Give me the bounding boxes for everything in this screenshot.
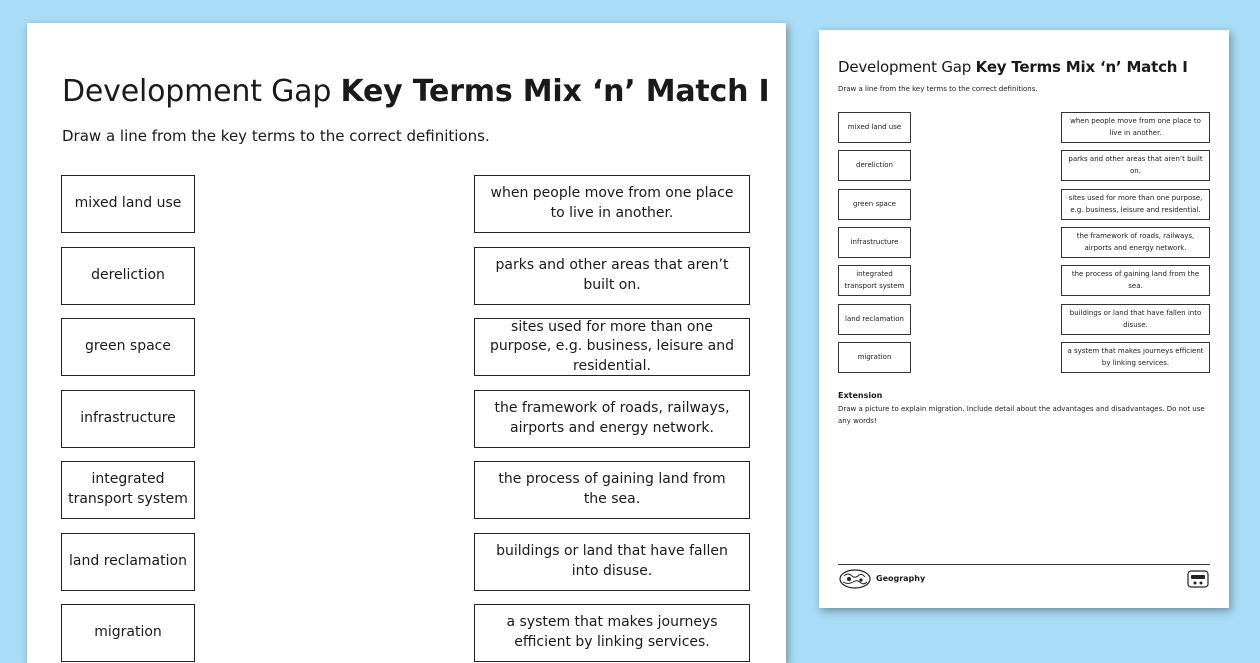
definition-box: a system that makes journeys efficient by linking services. xyxy=(474,604,750,662)
instruction-text: Draw a line from the key terms to the correct definitions. xyxy=(62,127,490,145)
definition-box: parks and other areas that aren’t built on. xyxy=(474,247,750,305)
page-title-small: Development Gap Key Terms Mix ‘n’ Match I xyxy=(838,58,1188,76)
worksheet-preview-full-page xyxy=(819,30,1229,608)
term-box-small: green space xyxy=(838,189,911,220)
term-box-small: land reclamation xyxy=(838,304,911,335)
definition-box-small: when people move from one place to live in another. xyxy=(1061,112,1210,143)
page-title: Development Gap Key Terms Mix ‘n’ Match I xyxy=(62,74,770,109)
twinkl-logo-icon xyxy=(1187,568,1209,590)
term-box: migration xyxy=(61,604,195,662)
extension-heading: Extension xyxy=(838,391,883,400)
footer-divider xyxy=(838,564,1210,565)
term-box-small: mixed land use xyxy=(838,112,911,143)
term-box: integrated transport system xyxy=(61,461,195,519)
definition-box-small: the framework of roads, railways, airports and energy network. xyxy=(1061,227,1210,258)
definition-box-small: the process of gaining land from the sea. xyxy=(1061,265,1210,296)
instruction-text-small: Draw a line from the key terms to the correct definitions. xyxy=(838,85,1038,93)
definition-box-small: buildings or land that have fallen into disuse. xyxy=(1061,304,1210,335)
term-box-small: infrastructure xyxy=(838,227,911,258)
definition-box: buildings or land that have fallen into disuse. xyxy=(474,533,750,591)
term-box: dereliction xyxy=(61,247,195,305)
geography-globe-icon xyxy=(838,568,872,590)
definition-box-small: a system that makes journeys efficient by linking services. xyxy=(1061,342,1210,373)
definition-box: the framework of roads, railways, airports and energy network. xyxy=(474,390,750,448)
definition-box: when people move from one place to live in another. xyxy=(474,175,750,233)
term-box: green space xyxy=(61,318,195,376)
term-box: infrastructure xyxy=(61,390,195,448)
term-box: mixed land use xyxy=(61,175,195,233)
term-box: land reclamation xyxy=(61,533,195,591)
extension-text: Draw a picture to explain migration. Include detail about the advantages and disadvantages. Do not use any words! xyxy=(838,405,1205,425)
term-box-small: integrated transport system xyxy=(838,265,911,296)
definition-box: the process of gaining land from the sea. xyxy=(474,461,750,519)
definition-box: sites used for more than one purpose, e.g. business, leisure and residential. xyxy=(474,318,750,376)
term-box-small: dereliction xyxy=(838,150,911,181)
worksheet-preview-large xyxy=(27,23,786,663)
footer-subject-label: Geography xyxy=(876,574,926,583)
definition-box-small: parks and other areas that aren’t built on. xyxy=(1061,150,1210,181)
term-box-small: migration xyxy=(838,342,911,373)
definition-box-small: sites used for more than one purpose, e.g. business, leisure and residential. xyxy=(1061,189,1210,220)
